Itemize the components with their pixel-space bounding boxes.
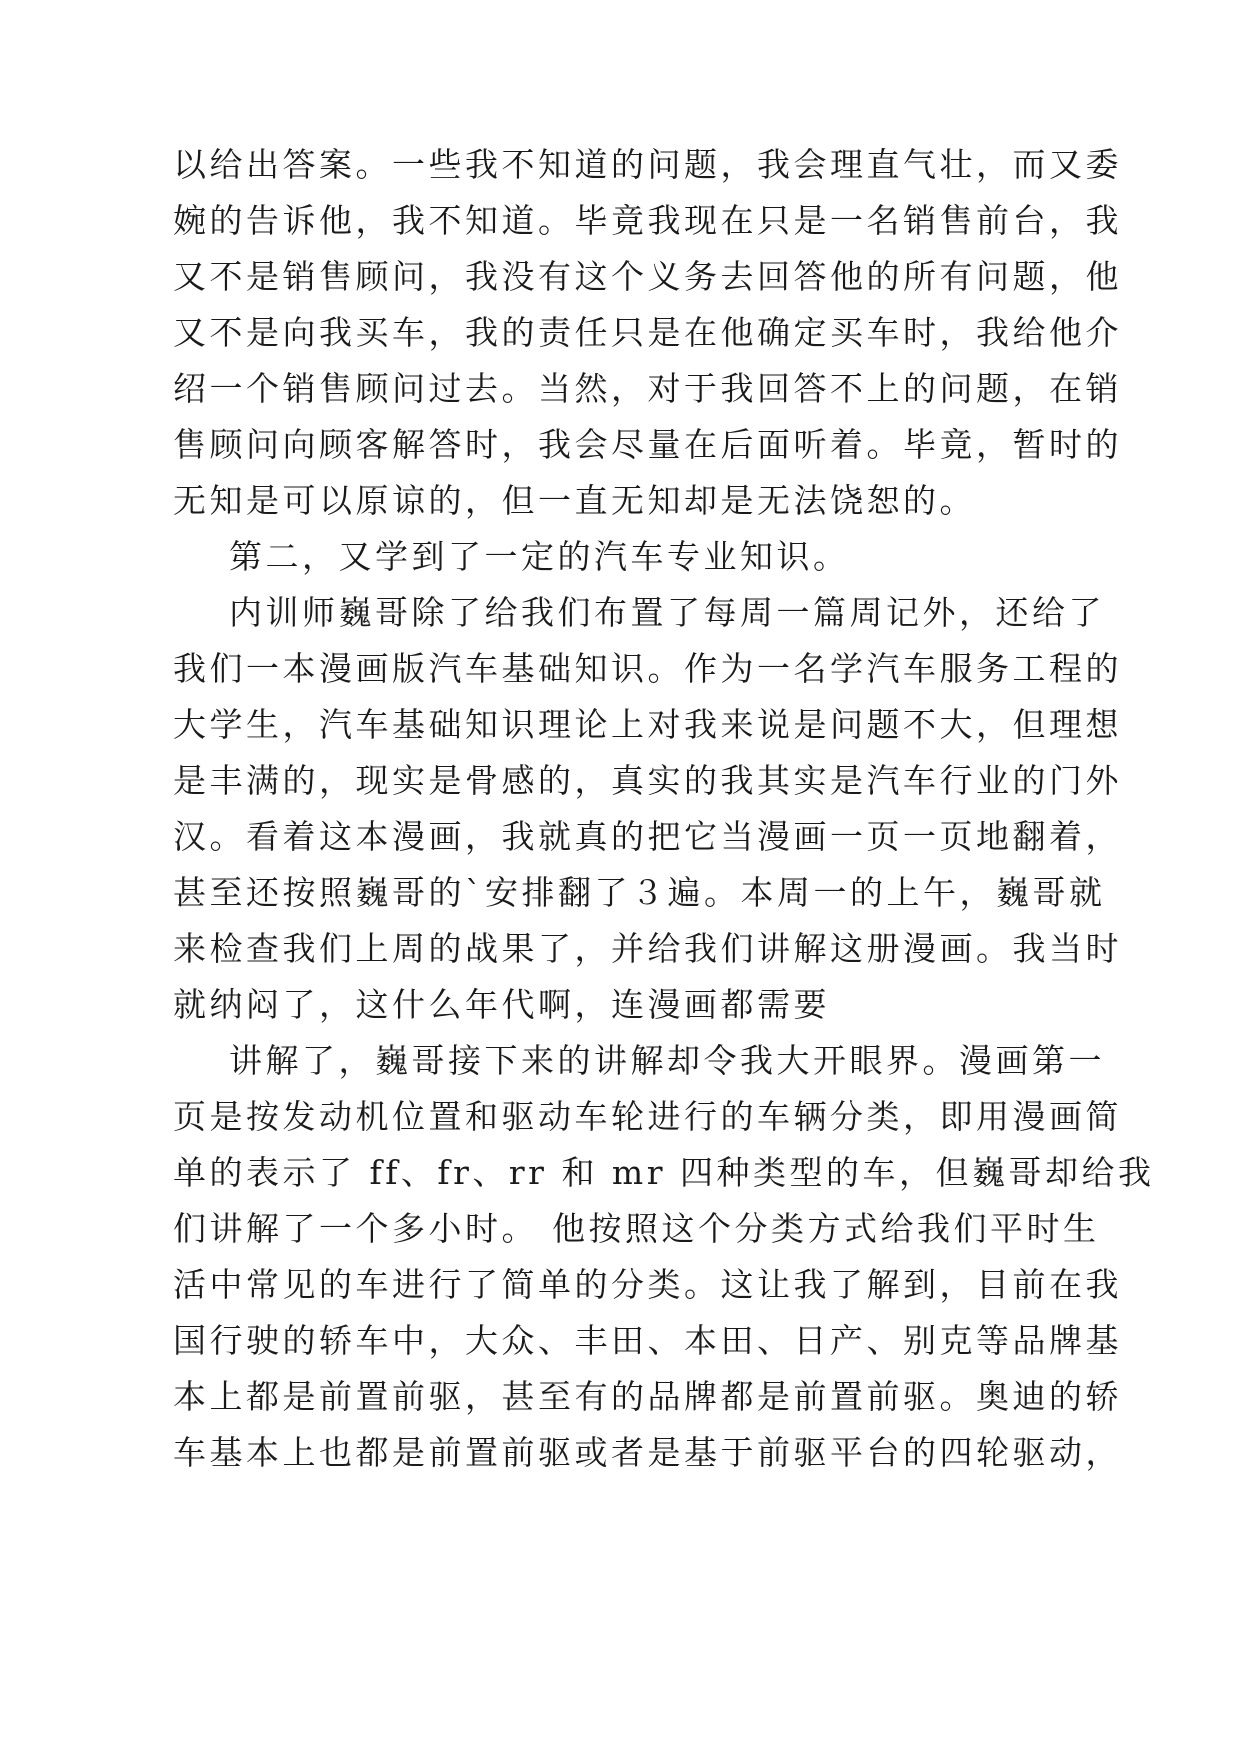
text-line: 汉。看着这本漫画，我就真的把它当漫画一页一页地翻着， xyxy=(173,817,1122,856)
text-line: 来检查我们上周的战果了，并给我们讲解这册漫画。我当时 xyxy=(173,929,1122,968)
text-line: 又不是销售顾问，我没有这个义务去回答他的所有问题，他 xyxy=(173,257,1122,296)
text-line: 单的表示了 ff、fr、rr 和 mr 四种类型的车，但巍哥却给我 xyxy=(173,1153,1155,1192)
paragraph-first-line: 内训师巍哥除了给我们布置了每周一篇周记外，还给了 xyxy=(229,593,1105,632)
paragraph-first-line: 讲解了，巍哥接下来的讲解却令我大开眼界。漫画第一 xyxy=(229,1041,1105,1080)
text-line: 婉的告诉他，我不知道。毕竟我现在只是一名销售前台，我 xyxy=(173,201,1122,240)
text-line: 又不是向我买车，我的责任只是在他确定买车时，我给他介 xyxy=(173,313,1122,352)
text-line: 页是按发动机位置和驱动车轮进行的车辆分类，即用漫画简 xyxy=(173,1097,1122,1136)
text-line: 们讲解了一个多小时。 他按照这个分类方式给我们平时生 xyxy=(173,1209,1100,1248)
text-line: 是丰满的，现实是骨感的，真实的我其实是汽车行业的门外 xyxy=(173,761,1122,800)
text-line: 车基本上也都是前置前驱或者是基于前驱平台的四轮驱动， xyxy=(173,1433,1122,1472)
text-line: 甚至还按照巍哥的`安排翻了３遍。本周一的上午，巍哥就 xyxy=(173,873,1106,912)
text-line: 大学生，汽车基础知识理论上对我来说是问题不大，但理想 xyxy=(173,705,1122,744)
text-line: 绍一个销售顾问过去。当然，对于我回答不上的问题，在销 xyxy=(173,369,1122,408)
text-line: 售顾问向顾客解答时，我会尽量在后面听着。毕竟，暂时的 xyxy=(173,425,1122,464)
section-heading: 第二，又学到了一定的汽车专业知识。 xyxy=(229,537,850,576)
text-line: 以给出答案。一些我不知道的问题，我会理直气壮，而又委 xyxy=(173,145,1122,184)
text-line: 活中常见的车进行了简单的分类。这让我了解到，目前在我 xyxy=(173,1265,1122,1304)
text-line: 我们一本漫画版汽车基础知识。作为一名学汽车服务工程的 xyxy=(173,649,1122,688)
text-line: 无知是可以原谅的，但一直无知却是无法饶恕的。 xyxy=(173,481,976,520)
text-line: 国行驶的轿车中，大众、丰田、本田、日产、别克等品牌基 xyxy=(173,1321,1122,1360)
text-line: 本上都是前置前驱，甚至有的品牌都是前置前驱。奥迪的轿 xyxy=(173,1377,1122,1416)
text-line: 就纳闷了，这什么年代啊，连漫画都需要 xyxy=(173,985,830,1024)
